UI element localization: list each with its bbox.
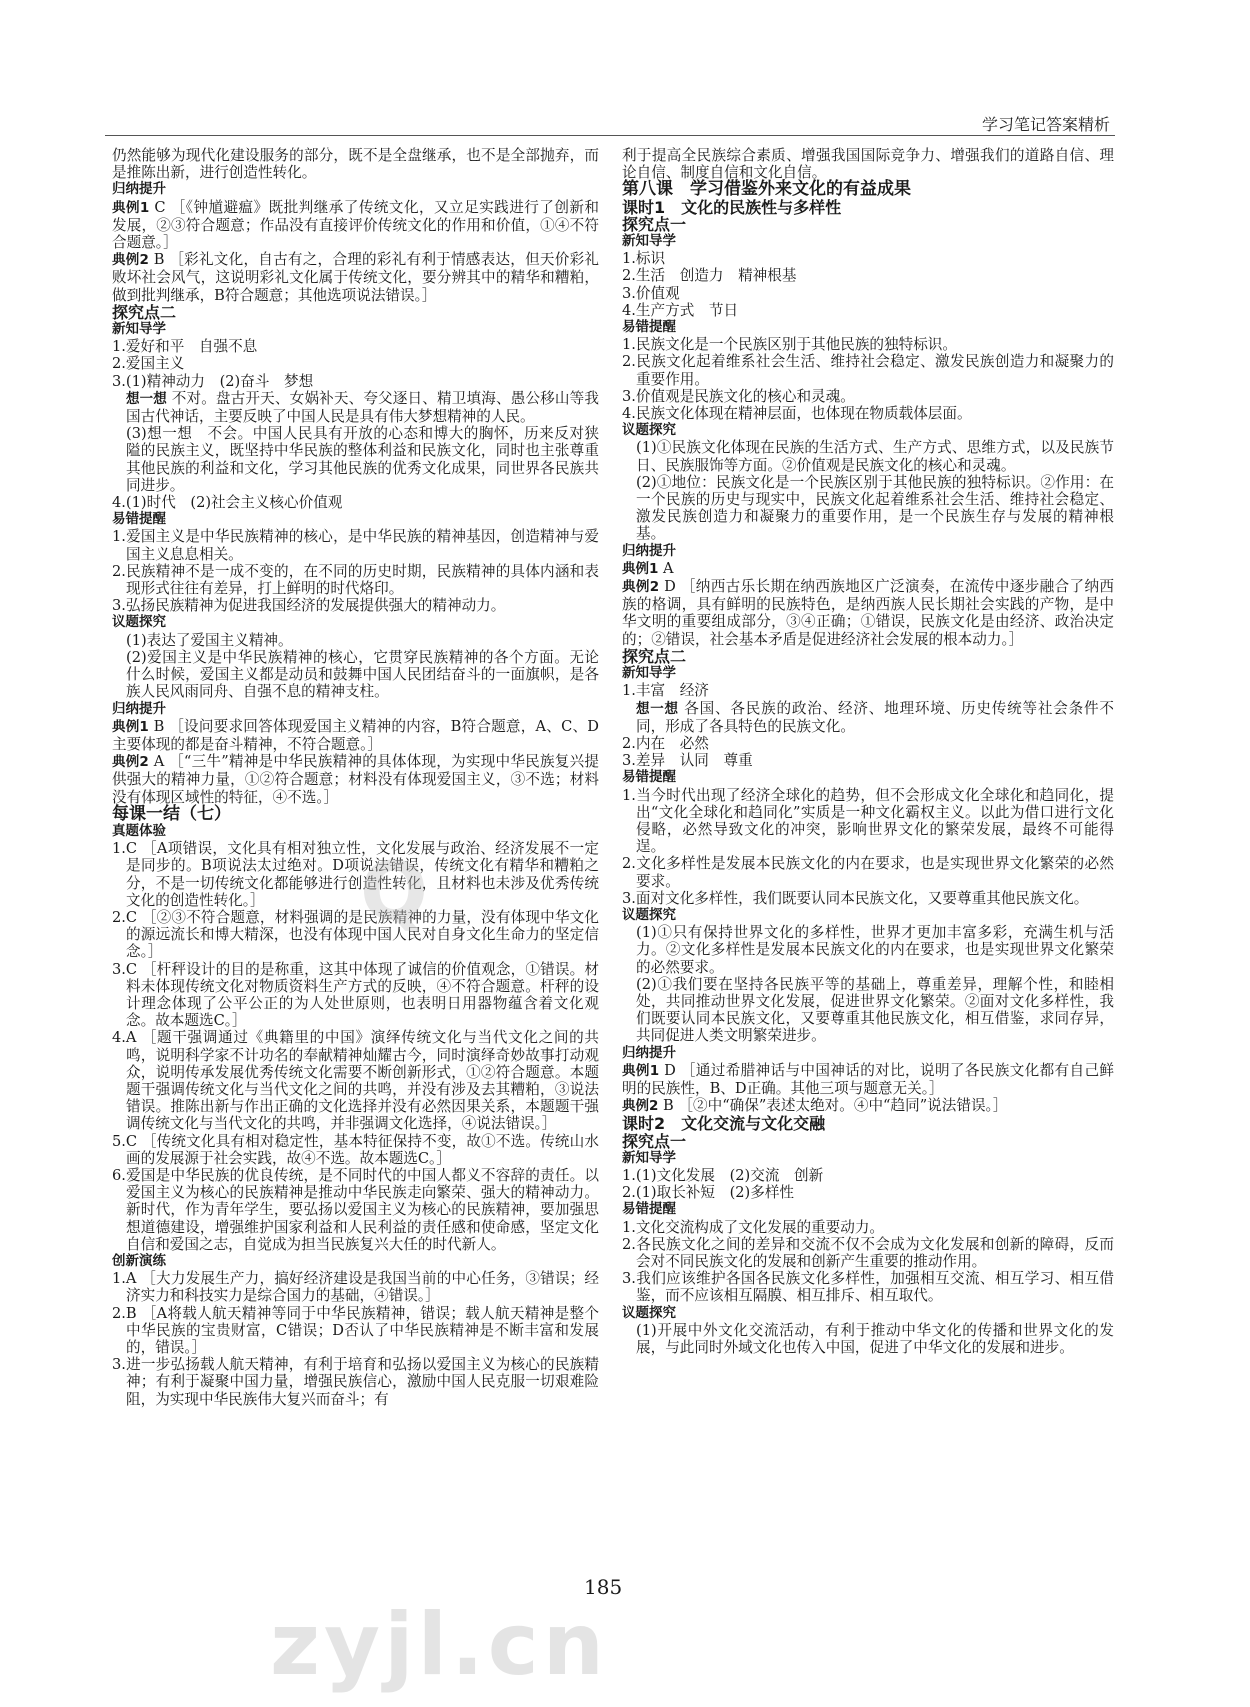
subsection-heading bbox=[622, 665, 1114, 682]
subsection-heading bbox=[622, 233, 1114, 250]
indented-paragraph bbox=[112, 425, 599, 494]
list-item bbox=[622, 353, 1114, 387]
indented-paragraph bbox=[622, 924, 1114, 976]
paragraph bbox=[622, 302, 1114, 319]
right-column bbox=[622, 147, 1114, 1356]
paragraph bbox=[622, 267, 1114, 284]
subsection-heading bbox=[622, 1305, 1114, 1322]
paragraph-text: 探究点一 bbox=[622, 214, 687, 234]
paragraph-text: (1)①只有保持世界文化的多样性，世界才更加丰富多彩，充满生机与活力。②文化多样性是发展本民族文化的内在要求，也是实现世界文化繁荣的必然要求。 bbox=[636, 924, 1114, 976]
paragraph bbox=[112, 338, 599, 355]
list-item bbox=[112, 840, 599, 909]
paragraph-text: (2)①地位：民族文化是一个民族区别于其他民族的独特标识。②作用：在一个民族的历史与现实中，民族文化起着维系社会生活、维持社会稳定、激发民族创造力和凝聚力的重要作用，是一个民族生存与发展的精神根基。 bbox=[636, 473, 1114, 543]
paragraph-text: 第八课 学习借鉴外来文化的有益成果 bbox=[622, 179, 911, 200]
paragraph-text: 1.爱国主义是中华民族精神的核心，是中华民族的精神基因，创造精神与爱国主义息息相关。 bbox=[112, 528, 599, 563]
indented-paragraph bbox=[622, 474, 1114, 543]
paragraph-text: 新知导学 bbox=[622, 1149, 676, 1166]
watermark-logo: zyjl.cn bbox=[270, 1595, 608, 1695]
paragraph bbox=[622, 752, 1114, 769]
indented-paragraph bbox=[622, 439, 1114, 473]
page-header: 学习笔记答案精析 bbox=[981, 115, 1110, 134]
paragraph bbox=[112, 753, 599, 806]
list-item bbox=[622, 1270, 1114, 1304]
paragraph-text: 3.弘扬民族精神为促进我国经济的发展提供强大的精神动力。 bbox=[112, 597, 506, 615]
paragraph bbox=[622, 1062, 1114, 1097]
indented-paragraph bbox=[622, 976, 1114, 1045]
paragraph bbox=[112, 718, 599, 753]
subsection-heading bbox=[622, 422, 1114, 439]
paragraph-text: 易错提醒 bbox=[622, 1201, 676, 1218]
paragraph-text: B ［彩礼文化，自古有之，合理的彩礼有利于情感表达，但天价彩礼败坏社会风气，这说明彩礼文化属于传统文化，要分辨其中的精华和糟粕，做到批判继承，B符合题意；其他选项说法错误。］ bbox=[112, 251, 599, 304]
paragraph-text: 2.爱国主义 bbox=[112, 355, 185, 373]
paragraph bbox=[622, 682, 1114, 699]
paragraph bbox=[622, 1184, 1114, 1201]
list-item bbox=[112, 563, 599, 597]
list-item bbox=[622, 336, 1114, 353]
paragraph-text: 2.内在 必然 bbox=[622, 734, 709, 752]
page-number: 185 bbox=[584, 1575, 623, 1599]
example-label: 想一想 bbox=[126, 390, 167, 407]
paragraph-text: (1)①民族文化体现在民族的生活方式、生产方式、思维方式，以及民族节日、民族服饰等方面。②价值观是民族文化的核心和灵魂。 bbox=[636, 439, 1114, 474]
paragraph-text: 新知导学 bbox=[112, 321, 166, 338]
paragraph-text: 3.价值观 bbox=[622, 284, 680, 302]
example-label: 典例2 bbox=[112, 252, 149, 269]
paragraph-text: 2.民族文化起着维系社会生活、维持社会稳定、激发民族创造力和凝聚力的重要作用。 bbox=[622, 353, 1114, 388]
paragraph-text: 3.差异 认同 尊重 bbox=[622, 752, 753, 770]
indented-paragraph bbox=[112, 632, 599, 649]
paragraph-text: 新知导学 bbox=[622, 233, 676, 250]
indented-paragraph bbox=[112, 390, 599, 425]
list-item bbox=[622, 388, 1114, 405]
paragraph-text: 1.C ［A项错误，文化具有相对独立性，文化发展与政治、经济发展不一定是同步的。B项说法太过绝对。D项说法错误，传统文化有精华和糟粕之分，不是一切传统文化都能够进行创造性转化，且材料也未涉及优秀传统文化的创造性转化。］ bbox=[112, 840, 599, 909]
paragraph-text: A bbox=[658, 559, 674, 577]
list-item bbox=[622, 787, 1114, 856]
list-item bbox=[112, 961, 599, 1030]
example-label: 典例1 bbox=[622, 560, 659, 577]
paragraph-text: 易错提醒 bbox=[622, 769, 676, 786]
paragraph-text: 1.民族文化是一个民族区别于其他民族的独特标识。 bbox=[622, 336, 957, 354]
paragraph bbox=[112, 147, 599, 181]
paragraph-text: D ［纳西古乐长期在纳西族地区广泛演奏，在流传中逐步融合了纳西族的格调，具有鲜明的民族特色，是纳西族人民长期社会实践的产物，是中华文明的重要组成部分，③④正确；①错误，民族文化是由经济、政治决定的；②错误，社会基本矛盾是促进经济社会发展的根本动力。］ bbox=[622, 578, 1114, 648]
paragraph-text: (1)表达了爱国主义精神。 bbox=[126, 631, 293, 649]
subsection-heading bbox=[112, 823, 599, 840]
subsection-heading bbox=[622, 1150, 1114, 1167]
paragraph-text: 归纳提升 bbox=[112, 700, 166, 717]
paragraph-text: 3.面对文化多样性，我们既要认同本民族文化，又要尊重其他民族文化。 bbox=[622, 889, 1089, 907]
paragraph-text: C ［《钟馗避瘟》既批判继承了传统文化，又立足实践进行了创新和发展，②③符合题意；作品没有直接评价传统文化的作用和价值，①④不符合题意。］ bbox=[112, 198, 599, 252]
paragraph-text: 3.进一步弘扬载人航天精神，有利于培育和弘扬以爱国主义为核心的民族精神；有利于凝聚中国力量，增强民族信心，激励中国人民克服一切艰难险阻，为实现中华民族伟大复兴而奋斗；有 bbox=[112, 1356, 599, 1408]
header-rule bbox=[105, 135, 1115, 136]
list-item bbox=[622, 1219, 1114, 1236]
paragraph bbox=[622, 285, 1114, 302]
paragraph bbox=[622, 147, 1114, 181]
section-heading bbox=[622, 648, 1114, 665]
paragraph-text: 4.生产方式 节日 bbox=[622, 301, 739, 319]
paragraph-text: 4.民族文化体现在精神层面，也体现在物质载体层面。 bbox=[622, 405, 972, 423]
paragraph-text: 4.A ［题干强调通过《典籍里的中国》演绎传统文化与当代文化之间的共鸣，说明科学家不计功名的奉献精神灿耀古今，同时演绎奇妙故事打动观众，说明传承发展优秀传统文化需要不断创新形式，①②符合题意。本题题干强调传统文化与当代文化之间的共鸣，并没有涉及去其糟粕，③说法错误。推陈出新与作出正确的文化选择并没有必然因果关系，本题题干强调传统文化与当代文化的共鸣，并非强调文化选择，④说法错误。］ bbox=[112, 1029, 599, 1133]
subsection-heading bbox=[622, 1201, 1114, 1218]
list-item bbox=[622, 1236, 1114, 1270]
paragraph-text: 2.民族精神不是一成不变的，在不同的历史时期，民族精神的具体内涵和表现形式往往有差异，打上鲜明的时代烙印。 bbox=[112, 562, 599, 598]
subsection-heading bbox=[622, 319, 1114, 336]
paragraph-text: 1.丰富 经济 bbox=[622, 682, 709, 700]
paragraph-text: 课时1 文化的民族性与多样性 bbox=[622, 197, 842, 217]
paragraph-text: 不对。盘古开天、女娲补天、夸父逐日、精卫填海、愚公移山等我国古代神话，主要反映了中国人民是具有伟大梦想精神的人民。 bbox=[126, 389, 599, 426]
paragraph-text: 2.各民族文化之间的差异和交流不仅不会成为文化发展和创新的障碍，反而会对不同民族文化的发展和创新产生重要的推动作用。 bbox=[622, 1235, 1114, 1270]
paragraph-text: 探究点一 bbox=[622, 1131, 687, 1151]
indented-paragraph bbox=[622, 700, 1114, 735]
paragraph-text: 6.爱国是中华民族的优良传统，是不同时代的中国人都义不容辞的责任。以爱国主义为核心的民族精神是推动中华民族走向繁荣、强大的精神动力。新时代，作为青年学生，要弘扬以爱国主义为核心的民族精神，要加强思想道德建设，增强维护国家利益和人民利益的责任感和使命感，坚定文化自信和爱国之志，自觉成为担当民族复兴大任的时代新人。 bbox=[112, 1166, 599, 1253]
list-item bbox=[112, 1029, 599, 1132]
subsection-heading bbox=[112, 614, 599, 631]
subsection-heading bbox=[622, 907, 1114, 924]
paragraph-text: B ［②中“确保”表述太绝对。④中“趋同”说法错误。］ bbox=[658, 1097, 1008, 1115]
paragraph bbox=[112, 199, 599, 252]
example-label: 典例1 bbox=[112, 199, 150, 216]
example-label: 典例2 bbox=[112, 754, 149, 771]
section-heading bbox=[622, 1133, 1114, 1150]
subsection-heading bbox=[112, 321, 599, 338]
example-label: 典例1 bbox=[622, 1062, 660, 1079]
paragraph-text: 归纳提升 bbox=[622, 1044, 676, 1061]
paragraph bbox=[622, 1167, 1114, 1184]
paragraph-text: 2.文化多样性是发展本民族文化的内在要求，也是实现世界文化繁荣的必然要求。 bbox=[622, 855, 1114, 890]
list-item bbox=[112, 909, 599, 961]
paragraph-text: (2)①我们要在坚持各民族平等的基础上，尊重差异，理解个性，和睦相处，共同推动世界文化发展，促进世界文化繁荣。②面对文化多样性，我们既要认同本民族文化，又要尊重其他民族文化，相互借鉴，求同存异，共同促进人类文明繁荣进步。 bbox=[636, 975, 1114, 1045]
paragraph-text: 新知导学 bbox=[622, 665, 676, 682]
paragraph-text: 议题探究 bbox=[622, 1304, 676, 1321]
paragraph-text: 易错提醒 bbox=[622, 319, 676, 336]
paragraph-text: D ［通过希腊神话与中国神话的对比，说明了各民族文化都有自己鲜明的民族性，B、D正确。其他三项与题意无关。］ bbox=[622, 1061, 1114, 1097]
paragraph-text: A ［“三牛”精神是中华民族精神的具体体现，为实现中华民族复兴提供强大的精神力量，①②符合题意；材料没有体现爱国主义，③不选；材料没有体现区域性的特征，④不选。］ bbox=[112, 753, 599, 806]
paragraph-text: 4.(1)时代 (2)社会主义核心价值观 bbox=[112, 494, 343, 512]
paragraph bbox=[622, 1097, 1114, 1115]
section-heading bbox=[622, 216, 1114, 233]
list-item bbox=[112, 1167, 599, 1253]
paragraph-text: 3.C ［杆秤设计的目的是称重，这其中体现了诚信的价值观念，①错误。材料未体现传统文化对物质资料生产方式的反映，④不符合题意。杆秤的设计理念体现了公平公正的为人处世原则，也表明日用器物蕴含着文化观念。故本题选C。］ bbox=[112, 960, 599, 1030]
paragraph-text: 真题体验 bbox=[112, 822, 166, 839]
paragraph-text: 议题探究 bbox=[622, 422, 676, 439]
paragraph bbox=[112, 373, 599, 390]
watermark-center: Q bbox=[360, 845, 429, 938]
paragraph-text: 创新演练 bbox=[112, 1253, 166, 1269]
paragraph-text: 议题探究 bbox=[622, 906, 676, 923]
indented-paragraph bbox=[622, 1322, 1114, 1356]
paragraph bbox=[112, 494, 599, 511]
paragraph bbox=[622, 735, 1114, 752]
paragraph-text: 1.文化交流构成了文化发展的重要动力。 bbox=[622, 1218, 885, 1236]
lesson-title bbox=[112, 803, 599, 824]
subsection-heading bbox=[622, 1045, 1114, 1062]
example-label: 想一想 bbox=[636, 700, 679, 717]
paragraph-text: (1)开展中外文化交流活动，有利于推动中华文化的传播和世界文化的发展，与此同时外域文化也传入中国，促进了中华文化的发展和进步。 bbox=[636, 1321, 1114, 1357]
paragraph-text: 1.当今时代出现了经济全球化的趋势，但不会形成文化全球化和趋同化，提出“文化全球化和趋同化”实质是一种文化霸权主义。以此为借口进行文化侵略，必然导致文化的冲突，影响世界文化的繁荣发展，最终不可能得逞。 bbox=[622, 786, 1114, 856]
list-item bbox=[112, 1133, 599, 1167]
paragraph-text: 2.生活 创造力 精神根基 bbox=[622, 267, 797, 285]
subsection-heading bbox=[112, 181, 599, 198]
subsection-heading bbox=[622, 543, 1114, 560]
paragraph-text: 课时2 文化交流与文化交融 bbox=[622, 1114, 826, 1134]
example-label: 典例2 bbox=[622, 579, 660, 596]
paragraph-text: 3.我们应该维护各国各民族文化多样性，加强相互交流、相互学习、相互借鉴，而不应该相互隔膜、相互排斥、相互取代。 bbox=[622, 1270, 1114, 1305]
paragraph bbox=[622, 250, 1114, 267]
subsection-heading bbox=[112, 511, 599, 528]
list-item bbox=[622, 405, 1114, 422]
paragraph-text: 归纳提升 bbox=[622, 542, 676, 559]
lesson-subtitle bbox=[622, 199, 1114, 216]
list-item bbox=[112, 528, 599, 562]
paragraph-text: 1.(1)文化发展 (2)交流 创新 bbox=[622, 1166, 824, 1184]
paragraph-text: 利于提高全民族综合素质、增强我国国际竞争力、增强我们的道路自信、理论自信、制度自信和文化自信。 bbox=[622, 147, 1114, 182]
list-item bbox=[112, 1270, 599, 1304]
paragraph-text: 2.(1)取长补短 (2)多样性 bbox=[622, 1184, 795, 1202]
left-column bbox=[112, 147, 599, 1408]
list-item bbox=[112, 1305, 599, 1357]
lesson-subtitle bbox=[622, 1115, 1114, 1132]
paragraph-text: 1.标识 bbox=[622, 250, 666, 268]
paragraph-text: (2)爱国主义是中华民族精神的核心，它贯穿民族精神的各个方面。无论什么时候，爱国主义都是动员和鼓舞中国人民团结奋斗的一面旗帜，是各族人民风雨同舟、自强不息的精神支柱。 bbox=[126, 648, 599, 701]
section-heading bbox=[112, 304, 599, 321]
list-item bbox=[622, 890, 1114, 907]
paragraph-text: 各国、各民族的政治、经济、地理环境、历史传统等社会条件不同，形成了各具特色的民族文化。 bbox=[636, 699, 1114, 735]
paragraph-text: 仍然能够为现代化建设服务的部分，既不是全盘继承，也不是全部抛弃，而是推陈出新，进行创造性转化。 bbox=[112, 147, 599, 182]
paragraph bbox=[112, 355, 599, 372]
list-item bbox=[112, 1356, 599, 1408]
paragraph-text: 2.B ［A将载人航天精神等同于中华民族精神，错误；载人航天精神是整个中华民族的宝贵财富，C错误；D否认了中华民族精神是不断丰富和发展的，错误。］ bbox=[112, 1304, 599, 1357]
paragraph-text: 易错提醒 bbox=[112, 511, 166, 528]
paragraph-text: 3.价值观是民族文化的核心和灵魂。 bbox=[622, 387, 855, 405]
paragraph-text: 探究点二 bbox=[622, 646, 687, 666]
paragraph-text: 归纳提升 bbox=[112, 181, 166, 198]
subsection-heading bbox=[112, 701, 599, 718]
subsection-heading bbox=[622, 769, 1114, 786]
paragraph-text: 探究点二 bbox=[112, 302, 177, 322]
example-label: 典例2 bbox=[622, 1098, 659, 1115]
paragraph-text: B ［设问要求回答体现爱国主义精神的内容，B符合题意，A、C、D主要体现的都是奋斗精神，不符合题意。］ bbox=[112, 717, 599, 753]
subsection-heading bbox=[112, 1253, 599, 1270]
list-item bbox=[622, 855, 1114, 889]
lesson-title bbox=[622, 181, 1114, 198]
indented-paragraph bbox=[112, 649, 599, 701]
paragraph bbox=[622, 560, 1114, 578]
example-label: 典例1 bbox=[112, 718, 149, 735]
list-item bbox=[112, 597, 599, 614]
paragraph bbox=[622, 578, 1114, 648]
paragraph-text: 议题探究 bbox=[112, 614, 166, 631]
paragraph-text: 1.爱好和平 自强不息 bbox=[112, 338, 258, 356]
paragraph-text: (3)想一想 不会。中国人民具有开放的心态和博大的胸怀，历来反对狭隘的民族主义，既坚持中华民族的整体利益和民族文化，同时也主张尊重其他民族的利益和文化，学习其他民族的优秀文化成果，同世界各民族共同进步。 bbox=[126, 425, 599, 494]
paragraph-text: 2.C ［②③不符合题意，材料强调的是民族精神的力量，没有体现中华文化的源远流长和博大精深，也没有体现中国人民对自身文化生命力的坚定信念。］ bbox=[112, 908, 599, 961]
paragraph-text: 5.C ［传统文化具有相对稳定性，基本特征保持不变，故①不选。传统山水画的发展源于社会实践，故④不选。故本题选C。］ bbox=[112, 1132, 599, 1167]
paragraph-text: 每课一结（七） bbox=[112, 803, 231, 824]
paragraph-text: 3.(1)精神动力 (2)奋斗 梦想 bbox=[112, 372, 314, 390]
paragraph-text: 1.A ［大力发展生产力，搞好经济建设是我国当前的中心任务，③错误；经济实力和科技实力是综合国力的基础，④错误。］ bbox=[112, 1270, 599, 1305]
paragraph bbox=[112, 251, 599, 304]
